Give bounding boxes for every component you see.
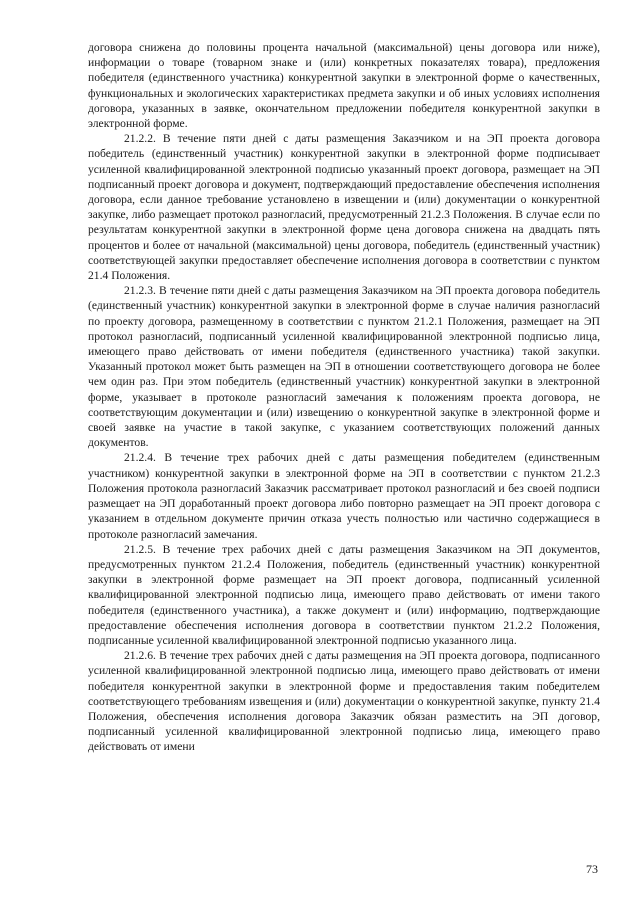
paragraph-21-2-4: 21.2.4. В течение трех рабочих дней с даты размещения победителем (единственным участником) конкурентной закупки в электронной форме на ЭП в соответствии с пунктом 21.2.3 Положения протокола разногласий Заказчик рассматривает протокол разногласий и без своей подписи размещает на ЭП доработанный проект договора либо повторно размещает на ЭП проект договора с указанием в отдельном документе причин отказа учесть полностью или частично содержащиеся в протоколе разногласий замечания. [88, 451, 600, 541]
paragraph-21-2-6: 21.2.6. В течение трех рабочих дней с даты размещения на ЭП проекта договора, подписанного усиленной квалифицированной электронной подписью лица, имеющего право действовать от имени победителя конкурентной закупки в электронной форме и предоставления таким победителем соответствующего требованиям извещения и (или) документации о конкурентной закупке, пункту 21.4 Положения, обеспечения исполнения договора Заказчик обязан разместить на ЭП договор, подписанный усиленной квалифицированной электронной подписью лица, имеющего право действовать от имени [88, 649, 600, 754]
paragraph-21-2-3: 21.2.3. В течение пяти дней с даты размещения Заказчиком на ЭП проекта договора победитель (единственный участник) конкурентной закупки в электронной форме в случае наличия разногласий по проекту договора, размещенному в соответствии с пунктом 21.2.1 Положения, размещает на ЭП протокол разногласий, подписанный усиленной квалифицированной электронной подписью лица, имеющего право действовать от имени победителя (единственного участника) такой закупки. Указанный протокол может быть размещен на ЭП в отношении соответствующего договора не более чем один раз. При этом победитель (единственный участник) конкурентной закупки в электронной форме, указывает в протоколе разногласий замечания к положениям проекта договора, не соответствующим документации и (или) извещению о конкурентной закупке в электронной форме и своей заявке на участие в такой закупке, с указанием соответствующих положений данных документов. [88, 284, 600, 450]
paragraph-continuation: договора снижена до половины процента начальной (максимальной) цены договора или ниже), информации о товаре (товарном знаке и (или) конкретных показателях товара), предложения победителя (единственного участника) конкурентной закупки в электронной форме о качественных, функциональных и экологических характеристиках предмета закупки и об иных условиях исполнения договора, указанных в заявке, окончательном предложении победителя конкурентной закупки в электронной форме. [88, 41, 600, 131]
paragraph-21-2-5: 21.2.5. В течение трех рабочих дней с даты размещения Заказчиком на ЭП документов, предусмотренных пунктом 21.2.4 Положения, победитель (единственный участник) конкурентной закупки в электронной форме размещает на ЭП проект договора, подписанный усиленной квалифицированной электронной подписью лица, имеющего право действовать от имени такого победителя (единственного участника), а также документ и (или) информацию, подтверждающие предоставление обеспечения исполнения договора в соответствии пунктом 21.2.2 Положения, подписанные усиленной квалифицированной электронной подписью указанного лица. [88, 542, 600, 647]
document-page [88, 40, 600, 755]
paragraph-21-2-2: 21.2.2. В течение пяти дней с даты размещения Заказчиком и на ЭП проекта договора победитель (единственный участник) конкурентной закупки в электронной форме подписывает усиленной квалифицированной электронной подписью указанный проект договора, размещает на ЭП подписанный проект договора и документ, подтверждающий предоставление обеспечения исполнения договора, если данное требование установлено в извещении и (или) документации о конкурентной закупке, либо размещает протокол разногласий, предусмотренный 21.2.3 Положения. В случае если по результатам конкурентной закупки в электронной форме цена договора снижена на двадцать пять процентов и более от начальной (максимальной) цены договора, победитель (единственный участник) соответствующей закупки предоставляет обеспечение исполнения договора в соответствии с пунктом 21.4 Положения. [88, 132, 600, 283]
page-number: 73 [586, 862, 598, 876]
